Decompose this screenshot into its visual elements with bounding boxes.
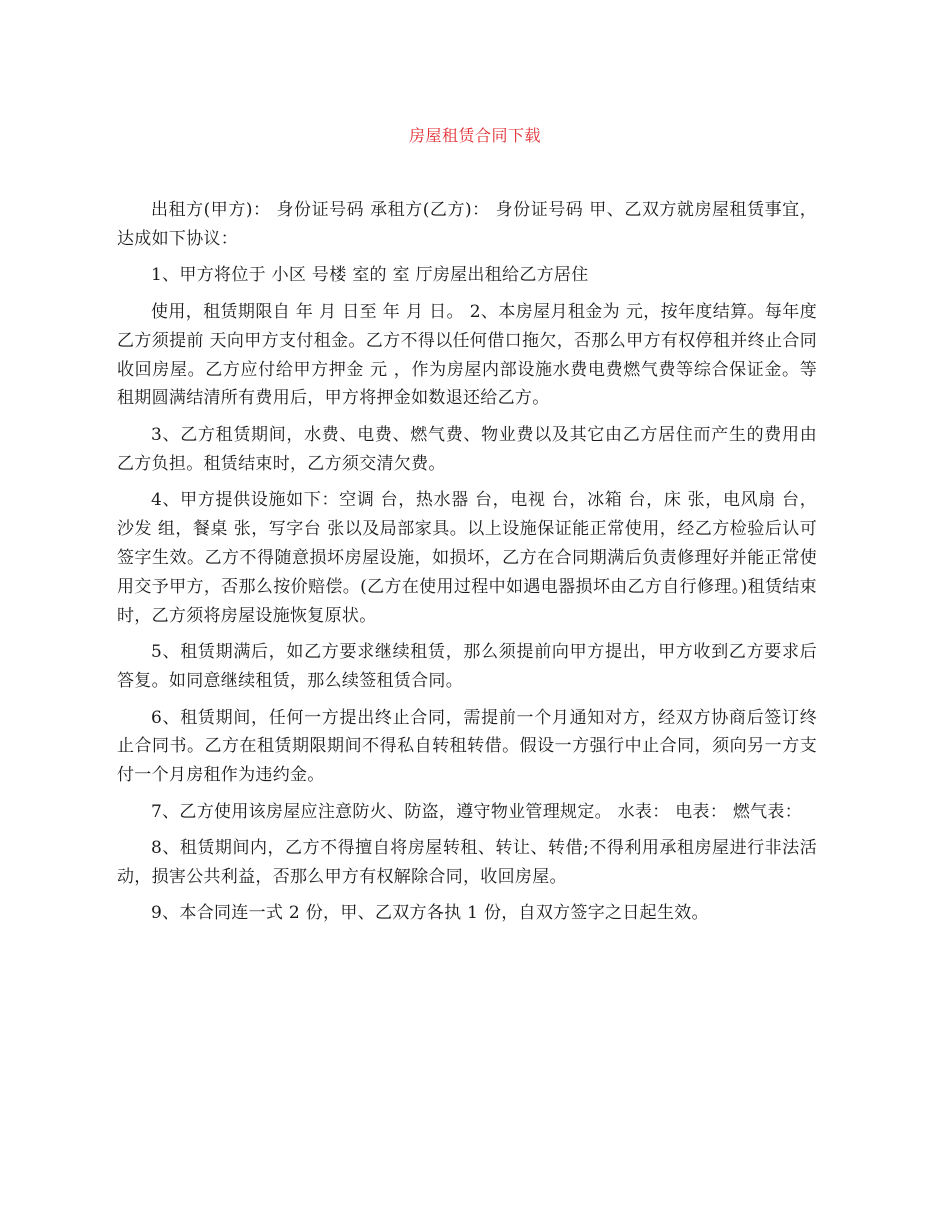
- document-title: 房屋租赁合同下载: [408, 126, 541, 145]
- paragraph-clause-1: 1、甲方将位于 小区 号楼 室的 室 厅房屋出租给乙方居住: [151, 265, 589, 286]
- paragraph-clause-1-2: 使用，租赁期限自 年 月 日至 年 月 日。 2、本房屋月租金为 元，按年度结算。每年度乙方须提前 天向甲方支付租金。乙方不得以任何借口拖欠，否那么甲方有权停租并终止合同收回房屋。乙方应付给甲方押金 元 ，作为房屋内部设施水费电费燃气费等综合保证金。等租期圆满结清所有费用后，甲方将押金如数退还给乙方。: [117, 301, 817, 409]
- paragraph-clause-4: 4、甲方提供设施如下：空调 台，热水器 台，电视 台，冰箱 台，床 张，电风扇 台，沙发 组，餐桌 张，写字台 张以及局部家具。以上设施保证能正常使用，经乙方检验后认可签字生效。乙方不得随意损坏房屋设施，如损坏，乙方在合同期满后负责修理好并能正常使用交予甲方，否那么按价赔偿。(乙方在使用过程中如遇电器损坏由乙方自行修理。)租赁结束时，乙方须将房屋设施恢复原状。: [117, 490, 817, 626]
- paragraph-clause-8: 8、租赁期间内，乙方不得擅自将房屋转租、转让、转借;不得利用承租房屋进行非法活动，损害公共利益，否那么甲方有权解除合同，收回房屋。: [117, 838, 817, 888]
- paragraph-clause-5: 5、租赁期满后，如乙方要求继续租赁，那么须提前向甲方提出，甲方收到乙方要求后答复。如同意继续租赁，那么续签租赁合同。: [117, 642, 817, 692]
- document-body: [117, 196, 817, 928]
- paragraph-clause-6: 6、租赁期间，任何一方提出终止合同，需提前一个月通知对方，经双方协商后签订终止合同书。乙方在租赁期限期间不得私自转租转借。假设一方强行中止合同，须向另一方支付一个月房租作为违约金。: [117, 707, 817, 786]
- paragraph-clause-7: 7、乙方使用该房屋应注意防火、防盗，遵守物业管理规定。 水表： 电表： 燃气表：: [151, 801, 803, 822]
- paragraph-clause-9: 9、本合同连一式 2 份，甲、乙双方各执 1 份，自双方签字之日起生效。: [151, 903, 709, 924]
- paragraph-parties: 出租方(甲方)： 身份证号码 承租方(乙方)： 身份证号码 甲、乙双方就房屋租赁事宜，达成如下协议：: [117, 200, 817, 249]
- paragraph-clause-3: 3、乙方租赁期间，水费、电费、燃气费、物业费以及其它由乙方居住而产生的费用由乙方负担。租赁结束时，乙方须交清欠费。: [117, 424, 817, 474]
